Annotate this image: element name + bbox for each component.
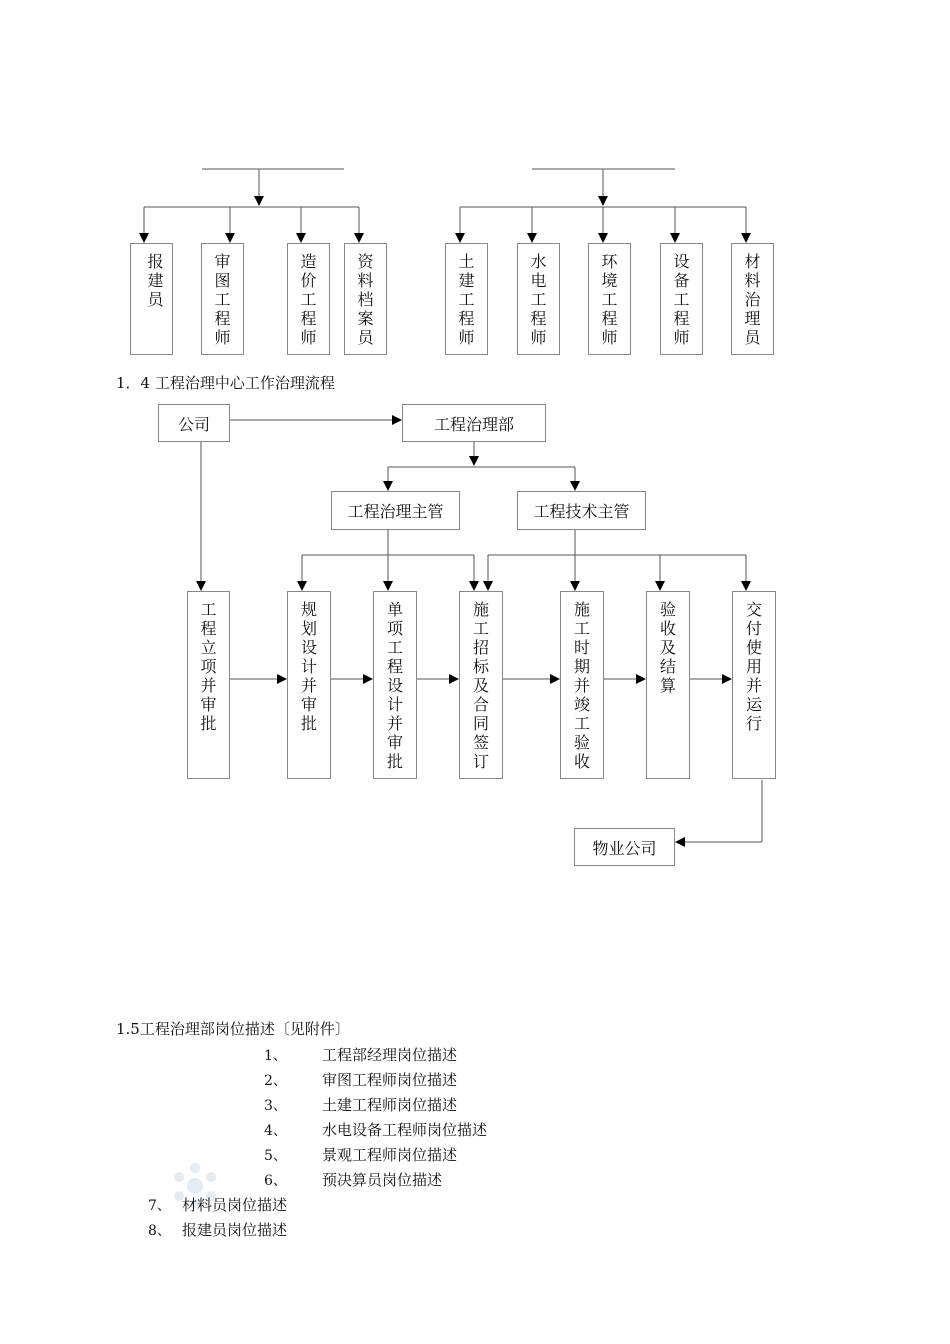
org-box-shuidian xyxy=(517,243,560,355)
section-heading-1-5: 1.5工程治理部岗位描述〔见附件〕 xyxy=(116,1020,350,1038)
flow-step-label: 交 付 使 用 并 运 行 xyxy=(745,600,762,733)
org-box-label: 造 价 工 程 师 xyxy=(300,252,317,347)
list-item-num: 7、 xyxy=(148,1198,171,1214)
flow-step-1 xyxy=(187,591,230,779)
flow-step-label: 施 工 时 期 并 竣 工 验 收 xyxy=(573,600,590,771)
org-box-cailiao xyxy=(731,243,774,355)
org-box-label: 设 备 工 程 师 xyxy=(673,252,690,347)
list-item-num: 3、 xyxy=(264,1098,287,1114)
org-box-label: 材 料 治 理 员 xyxy=(744,252,761,347)
org-box-label: 水 电 工 程 师 xyxy=(530,252,547,347)
list-item-text: 土建工程师岗位描述 xyxy=(322,1096,458,1114)
list-item-num: 4、 xyxy=(264,1123,287,1139)
section-heading-1-4: 1．4 工程治理中心工作治理流程 xyxy=(116,374,335,392)
flow-step-label: 单 项 工 程 设 计 并 审 批 xyxy=(386,600,403,771)
list-item-text: 预决算员岗位描述 xyxy=(322,1171,443,1189)
org-box-tujian xyxy=(445,243,488,355)
list-item-text: 审图工程师岗位描述 xyxy=(322,1071,458,1089)
list-item-text: 工程部经理岗位描述 xyxy=(322,1046,458,1064)
org-box-ziliao xyxy=(344,243,387,355)
flow-step-6 xyxy=(646,591,690,779)
list-item-text: 材料员岗位描述 xyxy=(182,1196,288,1214)
org-box-huanjing xyxy=(588,243,631,355)
org-box-zaojia xyxy=(287,243,330,355)
org-box-label: 报 建 员 xyxy=(147,252,164,309)
org-box-label: 资 料 档 案 员 xyxy=(357,252,374,347)
org-box-label: 环 境 工 程 师 xyxy=(601,252,618,347)
flow-step-7 xyxy=(732,591,776,779)
flow-step-5 xyxy=(560,591,604,779)
org-box-label: 土 建 工 程 师 xyxy=(458,252,475,347)
list-item-num: 5、 xyxy=(264,1148,287,1164)
flow-step-label: 验 收 及 结 算 xyxy=(659,600,676,695)
flow-box-manager-a-label: 工程治理主管 xyxy=(347,502,444,521)
list-item-text: 景观工程师岗位描述 xyxy=(322,1146,458,1164)
org-box-shentu xyxy=(201,243,244,355)
list-item-text: 报建员岗位描述 xyxy=(182,1221,288,1239)
list-item-num: 6、 xyxy=(264,1173,287,1189)
list-item-num: 8、 xyxy=(148,1223,171,1239)
tiny-mark: ﾠﾠ xyxy=(343,519,357,527)
flow-box-manager-b: 工程技术主管 xyxy=(517,491,646,530)
flow-box-property: 物业公司 xyxy=(574,828,675,866)
flow-box-manager-a xyxy=(331,491,460,530)
flow-step-label: 工 程 立 项 并 审 批 xyxy=(200,600,217,733)
list-item-text: 水电设备工程师岗位描述 xyxy=(322,1121,488,1139)
org-box-shebei xyxy=(660,243,703,355)
flow-step-label: 施 工 招 标 及 合 同 签 订 xyxy=(472,600,489,771)
flow-step-label: 规 划 设 计 并 审 批 xyxy=(300,600,317,733)
flow-box-dept: 工程治理部 xyxy=(402,404,546,442)
flow-step-3 xyxy=(373,591,417,779)
flow-step-2 xyxy=(287,591,331,779)
org-box-label: 审 图 工 程 师 xyxy=(214,252,231,347)
flow-step-4 xyxy=(459,591,503,779)
list-item-num: 1、 xyxy=(264,1048,287,1064)
org-box-baojian xyxy=(130,243,173,355)
list-item-num: 2、 xyxy=(264,1073,287,1089)
flow-box-company: 公司 xyxy=(158,404,230,442)
